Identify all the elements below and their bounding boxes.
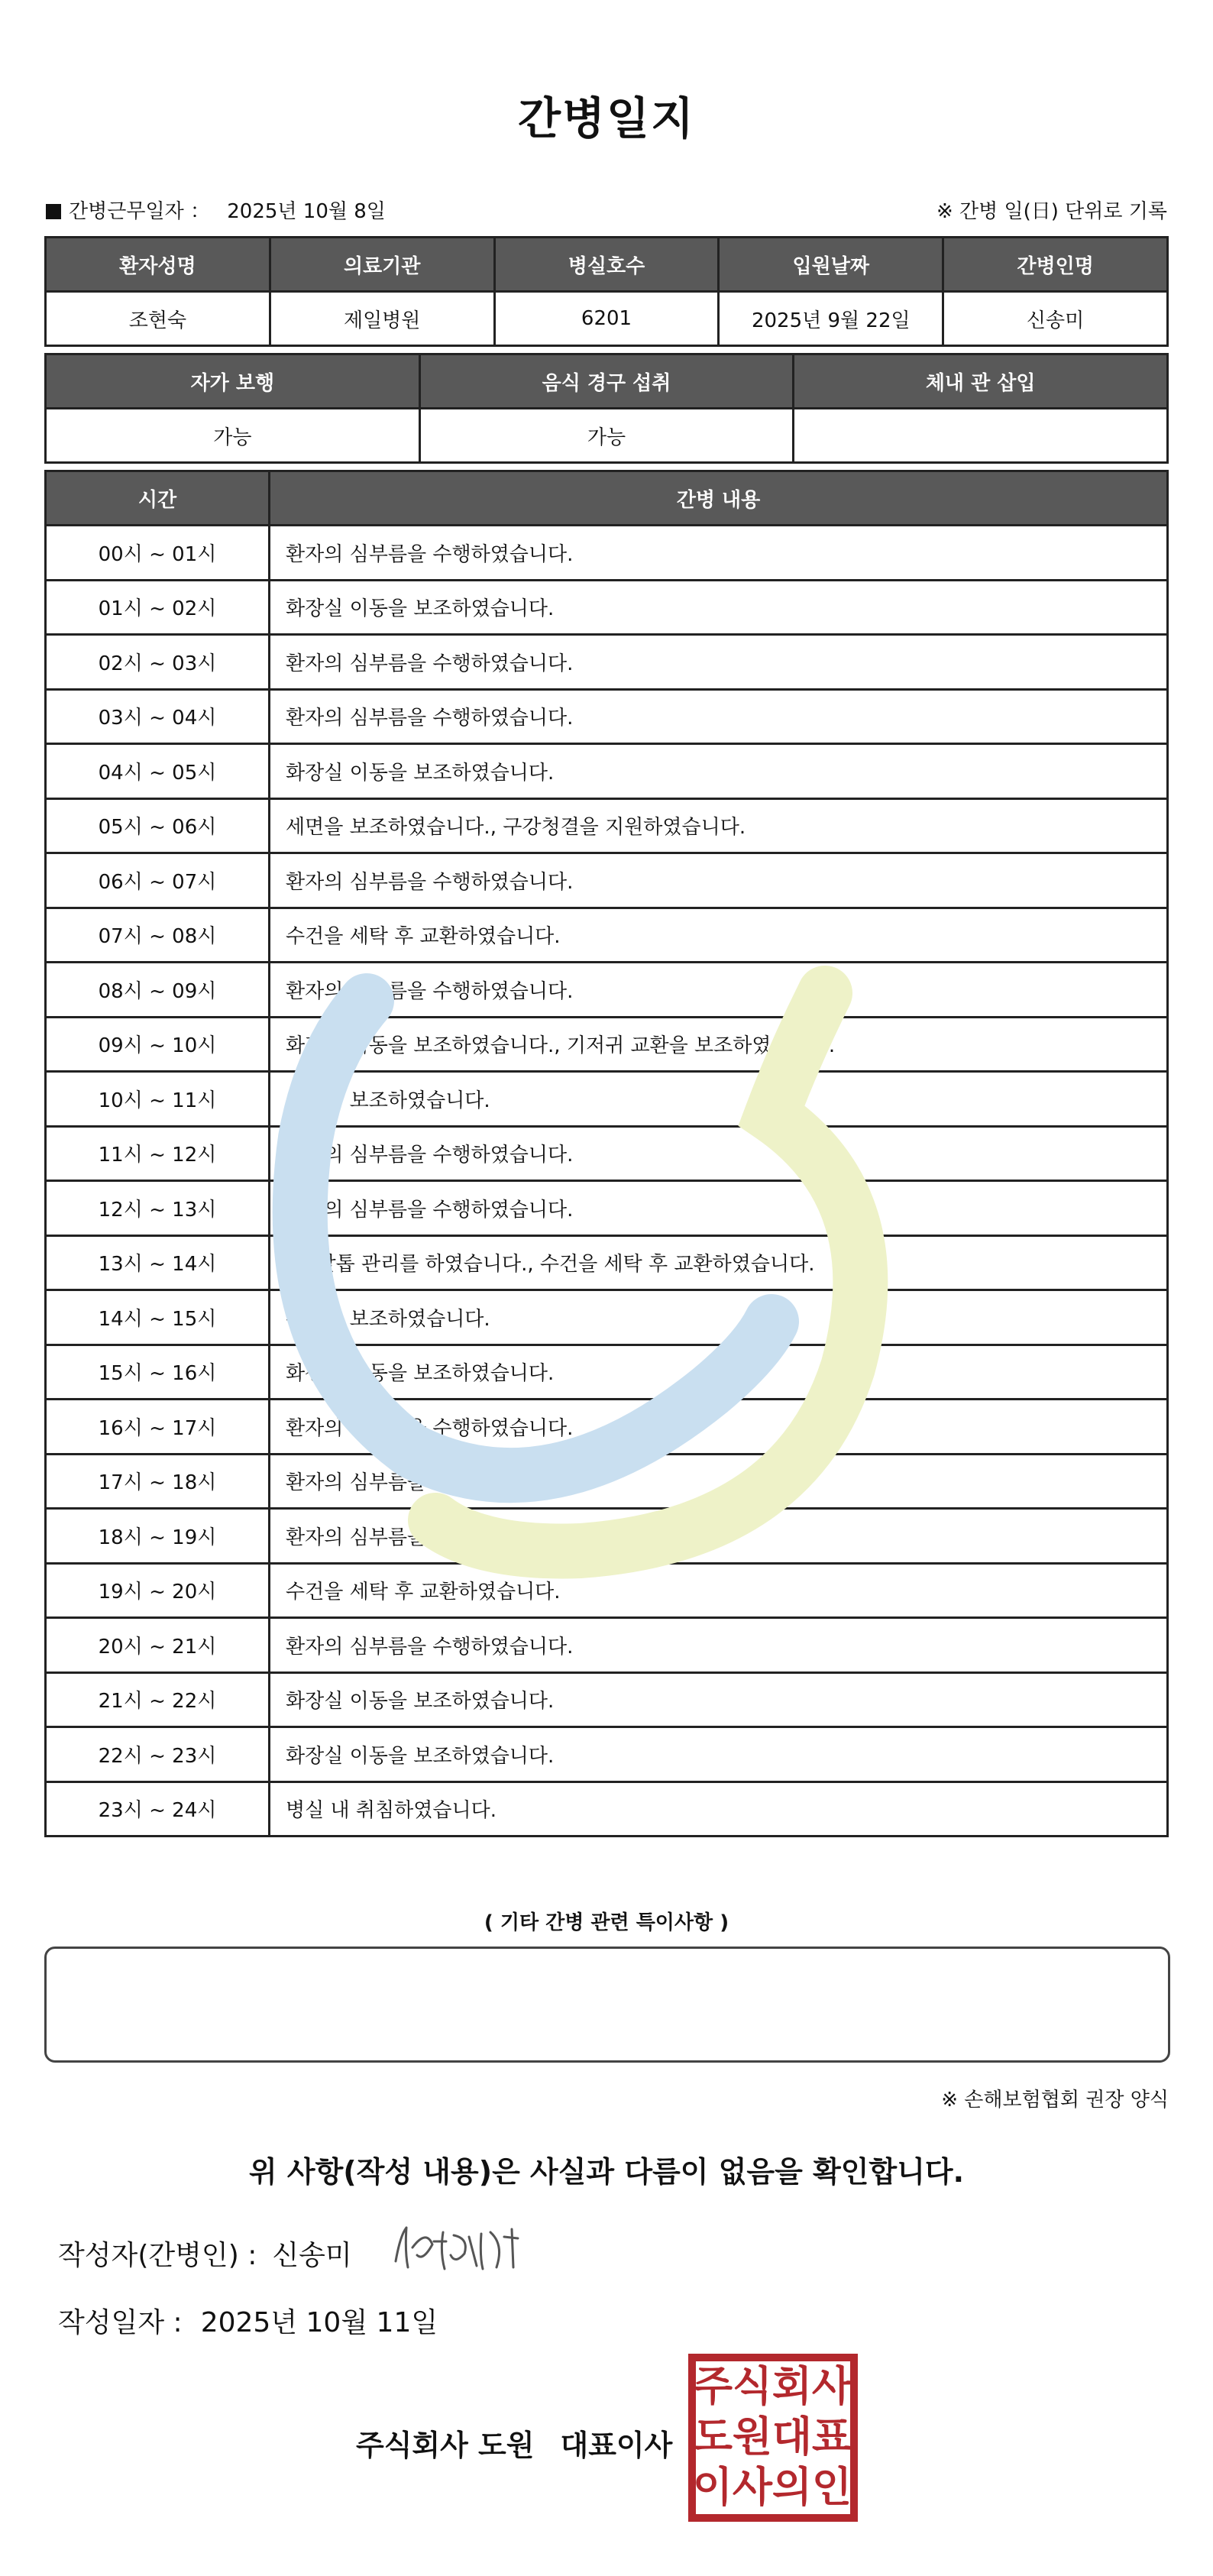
care-log-content: 환자의 심부름을 수행하였습니다. [270,1509,1168,1564]
care-log-row [46,1563,1168,1618]
header-room-number: 병실호수 [494,238,719,292]
header-caregiver-name: 간병인명 [943,238,1168,292]
confirmation-statement: 위 사항(작성 내용)은 사실과 다름이 없음을 확인합니다. [248,2155,965,2189]
care-log-header-row [46,471,1168,526]
writer-line [58,2234,352,2273]
header-hospital: 의료기관 [270,238,494,292]
care-log-row [46,1727,1168,1782]
care-log-content: 병실 내 취침하였습니다. [270,1782,1168,1837]
care-log-row [46,1782,1168,1837]
patient-status-table [44,353,1169,464]
seal-character: 주 [692,2362,733,2410]
care-log-row [46,1181,1168,1236]
work-date-value: 2025년 10월 8일 [227,200,386,223]
care-log-row [46,689,1168,744]
care-log-time: 11시 ~ 12시 [46,1126,270,1181]
care-log-row [46,798,1168,853]
seal-character: 의 [771,2463,813,2511]
oral-intake: 가능 [419,409,794,463]
work-date-label: 간병근무일자 ： [69,200,210,223]
writer-name: 신송미 [272,2240,352,2271]
care-log-time: 19시 ~ 20시 [46,1563,270,1618]
care-log-content: 세면을 보조하였습니다., 구강청결을 지원하였습니다. [270,798,1168,853]
care-log-content: 환자의 심부름을 수행하였습니다. [270,1126,1168,1181]
care-log-time: 10시 ~ 11시 [46,1072,270,1127]
header-self-walking: 자가 보행 [46,354,420,409]
seal-character: 회 [771,2362,813,2410]
seal-character: 이 [692,2463,733,2511]
work-date [46,196,386,224]
company-seal-stamp [687,2353,859,2523]
notes-heading: ( 기타 간병 관련 특이사항 ) [484,1911,729,1934]
seal-character: 대 [771,2413,813,2461]
seal-character: 원 [732,2413,773,2461]
care-log-time: 00시 ~ 01시 [46,526,270,581]
care-log-row [46,1126,1168,1181]
seal-character: 도 [692,2413,733,2461]
care-log-row [46,963,1168,1018]
care-log-time: 02시 ~ 03시 [46,635,270,690]
care-log-content: 환자의 심부름을 수행하였습니다. [270,689,1168,744]
care-log-time: 01시 ~ 02시 [46,580,270,635]
admission-date: 2025년 9월 22일 [719,292,943,346]
handwritten-signature [390,2222,535,2275]
writer-label: 작성자(간병인) : [58,2240,257,2271]
header-admission-date: 입원날짜 [719,238,943,292]
care-log-row [46,1072,1168,1127]
care-log-content: 화장실 이동을 보조하였습니다. [270,580,1168,635]
care-log-row [46,635,1168,690]
record-note: ※ 간병 일(日) 단위로 기록 [936,200,1167,223]
care-log-content: 화장실 이동을 보조하였습니다. [270,744,1168,799]
care-log-content: 환자의 심부름을 수행하였습니다. [270,963,1168,1018]
care-log-row [46,1618,1168,1673]
company-name: 주식회사 도원 [356,2429,535,2462]
care-log-time: 18시 ~ 19시 [46,1509,270,1564]
care-log-time: 05시 ~ 06시 [46,798,270,853]
written-date-line [58,2301,438,2340]
care-log-content: 화장실 이동을 보조하였습니다. [270,1727,1168,1782]
company-representative: 대표이사 [560,2429,673,2462]
recommend-note: ※ 손해보험협회 권장 양식 [941,2089,1169,2112]
care-log-body [46,526,1168,1837]
care-log-row [46,1235,1168,1290]
header-care-content: 간병 내용 [270,471,1168,526]
care-log-content: 산책을 보조하였습니다. [270,1290,1168,1345]
patient-status-value-row [46,409,1168,463]
care-log-content: 환자의 심부름을 수행하였습니다. [270,1400,1168,1455]
care-log-row [46,526,1168,581]
care-log-row [46,908,1168,963]
square-bullet-icon [46,204,61,219]
notes-box [44,1947,1170,2063]
care-log-content: 손•발톱 관리를 하였습니다., 수건을 세탁 후 교환하였습니다. [270,1235,1168,1290]
seal-character: 사 [732,2463,773,2511]
care-log-content: 화장실 이동을 보조하였습니다. [270,1345,1168,1400]
header-time: 시간 [46,471,270,526]
care-log-time: 06시 ~ 07시 [46,853,270,908]
care-log-row [46,1509,1168,1564]
care-log-content: 환자의 심부름을 수행하였습니다. [270,853,1168,908]
care-log-content: 수건을 세탁 후 교환하였습니다. [270,1563,1168,1618]
care-log-row [46,1672,1168,1727]
care-log-row [46,1400,1168,1455]
care-log-time: 14시 ~ 15시 [46,1290,270,1345]
care-log-content: 환자의 심부름을 수행하였습니다. [270,1618,1168,1673]
care-log-content: 환자의 심부름을 수행하였습니다. [270,526,1168,581]
seal-character: 사 [811,2362,852,2410]
patient-name: 조현숙 [46,292,270,346]
care-log-content: 환자의 심부름을 수행하였습니다. [270,1454,1168,1509]
patient-status-header-row [46,354,1168,409]
header-patient-name: 환자성명 [46,238,270,292]
care-log-row [46,853,1168,908]
care-log-time: 15시 ~ 16시 [46,1345,270,1400]
hospital: 제일병원 [270,292,494,346]
care-log-time: 08시 ~ 09시 [46,963,270,1018]
care-log-time: 23시 ~ 24시 [46,1782,270,1837]
tube-insertion [794,409,1168,463]
care-log-content: 화장실 이동을 보조하였습니다. [270,1672,1168,1727]
care-log-time: 12시 ~ 13시 [46,1181,270,1236]
care-log-time: 07시 ~ 08시 [46,908,270,963]
care-log-time: 17시 ~ 18시 [46,1454,270,1509]
care-log-content: 수건을 세탁 후 교환하였습니다. [270,908,1168,963]
care-log-time: 09시 ~ 10시 [46,1017,270,1072]
care-log-time: 13시 ~ 14시 [46,1235,270,1290]
care-log-row [46,1345,1168,1400]
care-log-time: 22시 ~ 23시 [46,1727,270,1782]
seal-character: 인 [811,2463,852,2511]
written-date-value: 2025년 10월 11일 [200,2307,438,2338]
room-number: 6201 [494,292,719,346]
header-tube-insertion: 체내 관 삽입 [794,354,1168,409]
care-log-time: 16시 ~ 17시 [46,1400,270,1455]
care-log-content: 산책을 보조하였습니다. [270,1072,1168,1127]
seal-character: 표 [811,2413,852,2461]
care-log-content: 환자의 심부름을 수행하였습니다. [270,1181,1168,1236]
caregiver-name: 신송미 [943,292,1168,346]
care-log-row [46,1017,1168,1072]
written-date-label: 작성일자 : [58,2307,183,2338]
patient-info-header-row [46,238,1168,292]
care-log-time: 20시 ~ 21시 [46,1618,270,1673]
care-log-row [46,1454,1168,1509]
header-oral-intake: 음식 경구 섭취 [419,354,794,409]
care-log-time: 21시 ~ 22시 [46,1672,270,1727]
self-walking: 가능 [46,409,420,463]
seal-character: 식 [732,2362,773,2410]
care-log-time: 04시 ~ 05시 [46,744,270,799]
care-log-time: 03시 ~ 04시 [46,689,270,744]
care-log-row [46,580,1168,635]
company-signature-line [356,2422,672,2464]
care-log-table [44,470,1169,1837]
page-title: 간병일지 [517,92,696,144]
care-log-content: 환자의 심부름을 수행하였습니다. [270,635,1168,690]
care-log-row [46,1290,1168,1345]
patient-info-value-row [46,292,1168,346]
patient-info-table [44,236,1169,347]
care-log-content: 화장실 이동을 보조하였습니다., 기저귀 교환을 보조하였습니다. [270,1017,1168,1072]
care-log-row [46,744,1168,799]
